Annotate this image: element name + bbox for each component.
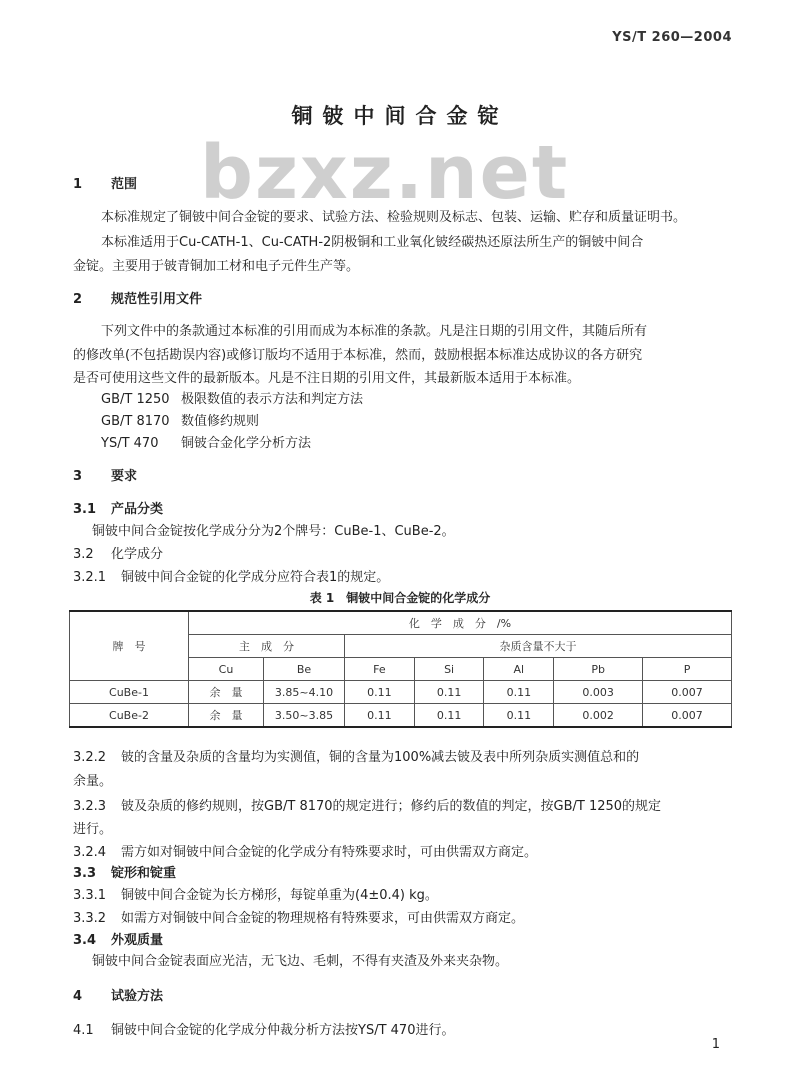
cell-si: 0.11 bbox=[414, 681, 484, 704]
section-1-para-2a: 本标准适用于Cu-CATH-1、Cu-CATH-2阴极铜和工业氧化铍经碳热还原法所生产的铜铍中间合 bbox=[101, 235, 644, 250]
section-2-para-a: 下列文件中的条款通过本标准的引用而成为本标准的条款。凡是注日期的引用文件，其随后所有 bbox=[101, 324, 648, 339]
cell-fe: 0.11 bbox=[345, 681, 415, 704]
table-caption: 表 1 铜铍中间合金锭的化学成分 bbox=[309, 591, 491, 605]
cell-p: 0.007 bbox=[643, 681, 732, 704]
cell-fe: 0.11 bbox=[345, 704, 415, 728]
cell-al: 0.11 bbox=[484, 681, 554, 704]
section-1-para-2b: 金锭。主要用于铍青铜加工材和电子元件生产等。 bbox=[73, 259, 360, 274]
clause-3-1-heading: 3.1 产品分类 bbox=[73, 502, 164, 517]
cell-be: 3.85~4.10 bbox=[264, 681, 345, 704]
cell-pb: 0.002 bbox=[554, 704, 643, 728]
section-3-heading: 3 要求 bbox=[73, 469, 138, 484]
reference-item: YS/T 470 铜铍合金化学分析方法 bbox=[101, 436, 312, 451]
section-1-para-1: 本标准规定了铜铍中间合金锭的要求、试验方法、检验规则及标志、包装、运输、贮存和质量证明书。 bbox=[101, 210, 687, 225]
header-col-al: Al bbox=[484, 658, 554, 681]
header-col-pb: Pb bbox=[554, 658, 643, 681]
reference-item: GB/T 1250 极限数值的表示方法和判定方法 bbox=[101, 392, 364, 407]
header-col-fe: Fe bbox=[345, 658, 415, 681]
header-chemical-composition: 化 学 成 分 /% bbox=[189, 611, 732, 635]
cell-cu: 余 量 bbox=[189, 681, 264, 704]
header-col-be: Be bbox=[264, 658, 345, 681]
clause-3-2-heading: 3.2 化学成分 bbox=[73, 547, 164, 562]
header-col-p: P bbox=[643, 658, 732, 681]
cell-be: 3.50~3.85 bbox=[264, 704, 345, 728]
clause-3-2-3b: 进行。 bbox=[73, 822, 113, 837]
table-row bbox=[70, 681, 732, 704]
clause-4-1: 4.1 铜铍中间合金锭的化学成分仲裁分析方法按YS/T 470进行。 bbox=[73, 1023, 455, 1038]
clause-3-1-text: 铜铍中间合金锭按化学成分分为2个牌号：CuBe-1、CuBe-2。 bbox=[92, 524, 455, 539]
header-grade: 牌 号 bbox=[70, 611, 189, 681]
clause-3-3-2: 3.3.2 如需方对铜铍中间合金锭的物理规格有特殊要求，可由供需双方商定。 bbox=[73, 911, 525, 926]
cell-p: 0.007 bbox=[643, 704, 732, 728]
clause-3-3-heading: 3.3 锭形和锭重 bbox=[73, 866, 177, 881]
header-col-cu: Cu bbox=[189, 658, 264, 681]
section-4-heading: 4 试验方法 bbox=[73, 989, 164, 1004]
clause-3-2-3a: 3.2.3 铍及杂质的修约规则，按GB/T 8170的规定进行；修约后的数值的判定，按GB/T 1250的规定 bbox=[73, 799, 662, 814]
clause-3-4-text: 铜铍中间合金锭表面应光洁，无飞边、毛刺，不得有夹渣及外来夹杂物。 bbox=[92, 954, 509, 969]
cell-cu: 余 量 bbox=[189, 704, 264, 728]
cell-grade: CuBe-1 bbox=[70, 681, 189, 704]
section-2-para-c: 是否可使用这些文件的最新版本。凡是不注日期的引用文件，其最新版本适用于本标准。 bbox=[73, 371, 581, 386]
cell-grade: CuBe-2 bbox=[70, 704, 189, 728]
cell-al: 0.11 bbox=[484, 704, 554, 728]
header-col-si: Si bbox=[414, 658, 484, 681]
clause-3-2-2b: 余量。 bbox=[73, 774, 113, 789]
header-impurity: 杂质含量不大于 bbox=[345, 635, 732, 658]
section-2-heading: 2 规范性引用文件 bbox=[73, 292, 203, 307]
header-main-component: 主 成 分 bbox=[189, 635, 345, 658]
page-number: 1 bbox=[711, 1037, 720, 1052]
clause-3-3-1: 3.3.1 铜铍中间合金锭为长方梯形，每锭单重为(4±0.4) kg。 bbox=[73, 888, 438, 903]
section-1-heading: 1 范围 bbox=[73, 177, 138, 192]
watermark: bzxz.net bbox=[200, 130, 570, 216]
clause-3-2-4: 3.2.4 需方如对铜铍中间合金锭的化学成分有特殊要求时，可由供需双方商定。 bbox=[73, 845, 538, 860]
section-2-para-b: 的修改单(不包括勘误内容)或修订版均不适用于本标准，然而，鼓励根据本标准达成协议的各方研究 bbox=[73, 348, 643, 363]
document-title: 铜铍中间合金锭 bbox=[291, 104, 509, 128]
cell-pb: 0.003 bbox=[554, 681, 643, 704]
clause-3-2-1: 3.2.1 铜铍中间合金锭的化学成分应符合表1的规定。 bbox=[73, 570, 390, 585]
chemical-composition-table bbox=[69, 610, 732, 728]
cell-si: 0.11 bbox=[414, 704, 484, 728]
reference-item: GB/T 8170 数值修约规则 bbox=[101, 414, 260, 429]
table-row bbox=[70, 704, 732, 728]
clause-3-4-heading: 3.4 外观质量 bbox=[73, 933, 164, 948]
standard-number: YS/T 260—2004 bbox=[612, 30, 732, 45]
clause-3-2-2a: 3.2.2 铍的含量及杂质的含量均为实测值，铜的含量为100%减去铍及表中所列杂质实测值总和的 bbox=[73, 750, 640, 765]
